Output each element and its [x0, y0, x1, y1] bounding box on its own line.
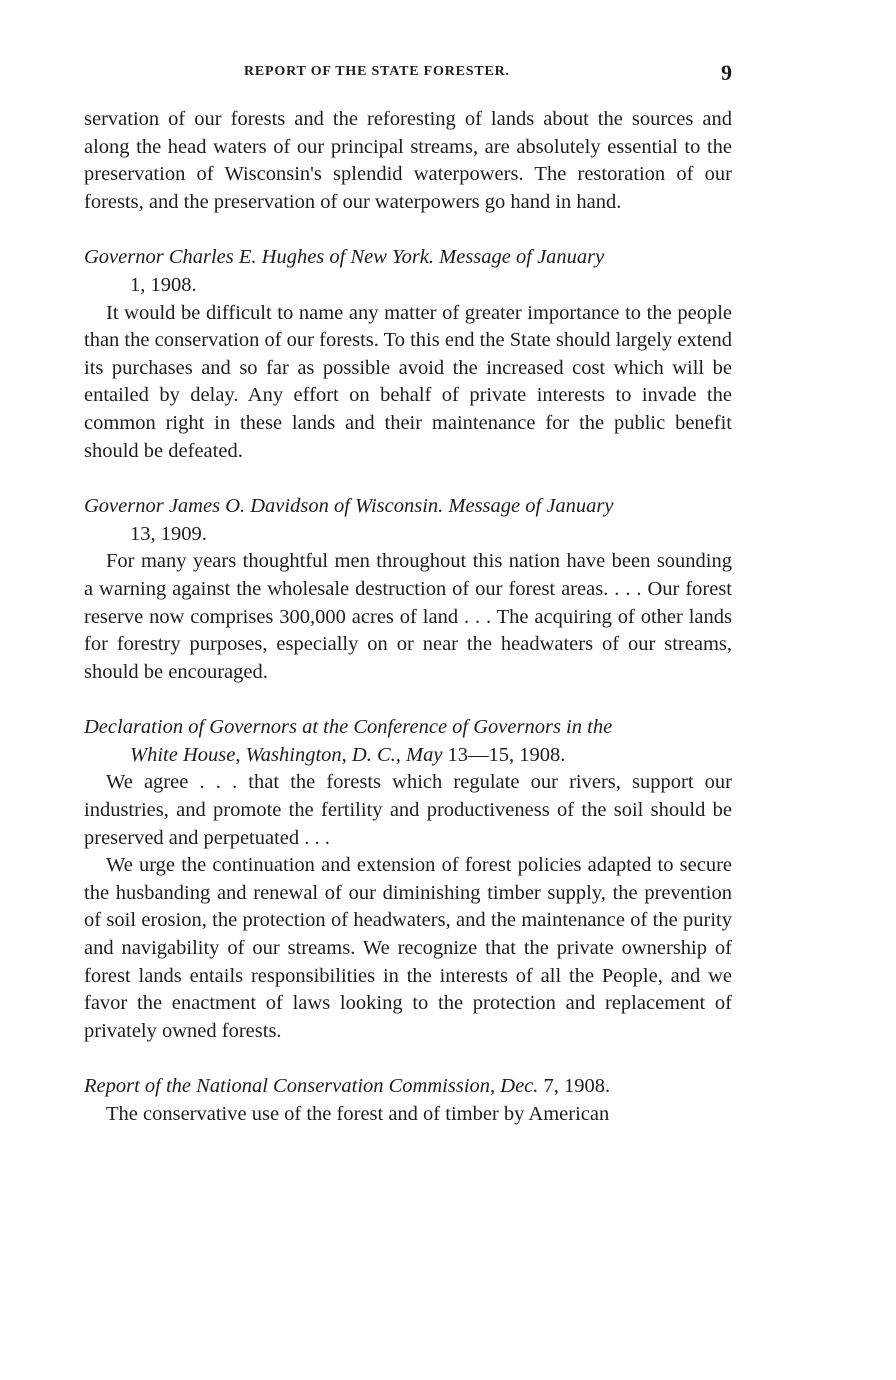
- citation-date: 1, 1908.: [130, 273, 197, 296]
- quote-section-conservation-commission: [84, 1073, 732, 1128]
- citation-heading: [84, 244, 732, 299]
- citation-source: Governor James O. Davidson of Wisconsin. Message of January: [84, 495, 614, 518]
- citation-date: 13—15, 1908.: [442, 743, 566, 766]
- citation-source: Governor Charles E. Hughes of New York. Message of January: [84, 246, 605, 269]
- intro-paragraph: servation of our forests and the reforesting of lands about the sources and along the head waters of our principal streams, are absolutely essential to the preservation of Wisconsin's splendid waterpowers. The restoration of our forests, and the preservation of our waterpowers go hand in hand.: [84, 108, 732, 213]
- quote-paragraph: We urge the continuation and extension of forest policies adapted to secure the husbanding and renewal of our diminishing timber supply, the prevention of soil erosion, the protection of headwaters, and the maintenance of the purity and navigability of our streams. We recognize that the private ownership of forest lands entails responsibilities in the interests of all the People, and we favor the enactment of laws looking to the protection and replacement of privately owned forests.: [84, 854, 732, 1042]
- quote-section-governors-declaration: [84, 714, 732, 1045]
- quote-paragraph: The conservative use of the forest and of timber by American: [106, 1103, 610, 1125]
- document-page: [84, 60, 732, 1129]
- citation-heading: [84, 714, 732, 769]
- citation-heading: [84, 1073, 732, 1101]
- citation-source: Declaration of Governors at the Conference of Governors in the: [84, 716, 613, 739]
- page-number: 9: [721, 60, 732, 85]
- citation-heading: [84, 493, 732, 548]
- quote-paragraph: It would be difficult to name any matter of greater importance to the people than the conservation of our forests. To this end the State should largely extend its purchases and so far as possible avoid the increased cost which will be entailed by delay. Any effort on behalf of private interests to invade the common right in these lands and their maintenance for the public benefit should be defeated.: [84, 301, 732, 462]
- citation-continuation: [84, 744, 565, 766]
- quote-paragraph: For many years thoughtful men throughout this nation have been sounding a warning against the wholesale destruction of our forest areas. . . . Our forest reserve now comprises 300,000 acres of land . . . The acquiring of other lands for forestry purposes, especially on or near the headwaters of our streams, should be encouraged.: [84, 550, 732, 683]
- quote-section-hughes: [84, 244, 732, 465]
- running-title: REPORT OF THE STATE FORESTER.: [244, 64, 510, 79]
- quote-paragraph: We agree . . . that the forests which regulate our rivers, support our industries, and promote the fertility and productiveness of the soil should be preserved and perpetuated . . .: [84, 771, 732, 849]
- citation-date: 7, 1908.: [538, 1075, 611, 1098]
- citation-source: Report of the National Conservation Commission, Dec.: [84, 1075, 539, 1098]
- quote-section-davidson: [84, 493, 732, 686]
- running-header: [84, 60, 732, 94]
- citation-place: White House, Washington, D. C., May: [130, 743, 443, 766]
- citation-date: 13, 1909.: [130, 522, 207, 545]
